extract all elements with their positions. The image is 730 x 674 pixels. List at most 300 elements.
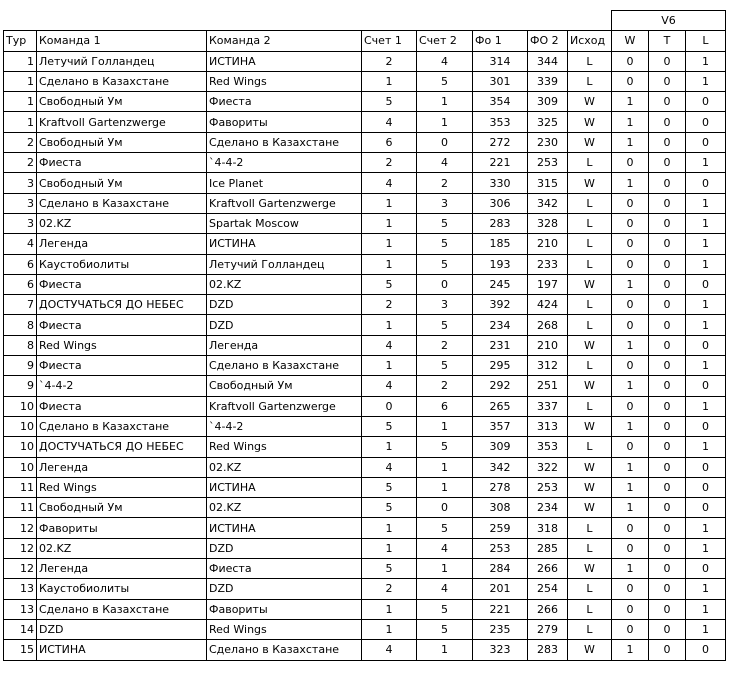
cell-t[interactable]: 0 — [649, 457, 686, 477]
cell-w[interactable]: 1 — [612, 640, 649, 660]
cell-t[interactable]: 0 — [649, 295, 686, 315]
cell-tour[interactable]: 6 — [4, 274, 37, 294]
cell-fo-1[interactable]: 323 — [473, 640, 528, 660]
cell-tour[interactable]: 10 — [4, 437, 37, 457]
cell-tour[interactable]: 9 — [4, 376, 37, 396]
cell-w[interactable]: 1 — [612, 457, 649, 477]
cell-l[interactable]: 0 — [686, 335, 726, 355]
cell-team-2[interactable]: Свободный Ум — [207, 376, 362, 396]
cell-score-1[interactable]: 1 — [362, 234, 417, 254]
cell-score-2[interactable]: 5 — [417, 234, 473, 254]
cell-team-1[interactable]: Легенда — [37, 559, 207, 579]
cell-score-1[interactable]: 2 — [362, 579, 417, 599]
cell-w[interactable]: 0 — [612, 234, 649, 254]
cell-score-1[interactable]: 4 — [362, 640, 417, 660]
cell-t[interactable]: 0 — [649, 234, 686, 254]
cell-team-1[interactable]: Свободный Ум — [37, 92, 207, 112]
cell-fo-1[interactable]: 309 — [473, 437, 528, 457]
cell-outcome[interactable]: L — [568, 579, 612, 599]
cell-tour[interactable]: 12 — [4, 538, 37, 558]
cell-team-2[interactable]: Фиеста — [207, 559, 362, 579]
cell-fo-1[interactable]: 292 — [473, 376, 528, 396]
cell-tour[interactable]: 2 — [4, 132, 37, 152]
cell-t[interactable]: 0 — [649, 315, 686, 335]
cell-tour[interactable]: 13 — [4, 579, 37, 599]
cell-team-1[interactable]: Сделано в Казахстане — [37, 599, 207, 619]
cell-w[interactable]: 0 — [612, 619, 649, 639]
column-header-outcome[interactable]: Исход — [568, 31, 612, 51]
cell-t[interactable]: 0 — [649, 335, 686, 355]
cell-l[interactable]: 1 — [686, 153, 726, 173]
cell-fo-2[interactable]: 268 — [528, 315, 568, 335]
cell-outcome[interactable]: W — [568, 335, 612, 355]
cell-tour[interactable]: 3 — [4, 173, 37, 193]
cell-team-2[interactable]: Red Wings — [207, 437, 362, 457]
cell-team-2[interactable]: Летучий Голландец — [207, 254, 362, 274]
cell-score-2[interactable]: 2 — [417, 173, 473, 193]
cell-team-2[interactable]: Сделано в Казахстане — [207, 132, 362, 152]
column-header-w[interactable]: W — [612, 31, 649, 51]
cell-fo-1[interactable]: 221 — [473, 599, 528, 619]
cell-fo-1[interactable]: 185 — [473, 234, 528, 254]
cell-fo-1[interactable]: 278 — [473, 477, 528, 497]
cell-tour[interactable]: 8 — [4, 315, 37, 335]
cell-team-2[interactable]: DZD — [207, 315, 362, 335]
cell-t[interactable]: 0 — [649, 619, 686, 639]
cell-score-2[interactable]: 1 — [417, 457, 473, 477]
cell-w[interactable]: 0 — [612, 213, 649, 233]
cell-fo-2[interactable]: 233 — [528, 254, 568, 274]
cell-l[interactable]: 1 — [686, 315, 726, 335]
cell-team-1[interactable]: 02.KZ — [37, 213, 207, 233]
cell-fo-2[interactable]: 322 — [528, 457, 568, 477]
cell-fo-2[interactable]: 337 — [528, 396, 568, 416]
cell-team-1[interactable]: Свободный Ум — [37, 173, 207, 193]
cell-team-1[interactable]: Kraftvoll Gartenzwerge — [37, 112, 207, 132]
cell-fo-1[interactable]: 221 — [473, 153, 528, 173]
cell-w[interactable]: 0 — [612, 315, 649, 335]
cell-tour[interactable]: 1 — [4, 51, 37, 71]
cell-score-1[interactable]: 5 — [362, 477, 417, 497]
cell-tour[interactable]: 6 — [4, 254, 37, 274]
cell-l[interactable]: 0 — [686, 640, 726, 660]
cell-team-1[interactable]: Фиеста — [37, 396, 207, 416]
cell-score-2[interactable]: 3 — [417, 193, 473, 213]
cell-score-2[interactable]: 5 — [417, 315, 473, 335]
column-header-fo-2[interactable]: ФО 2 — [528, 31, 568, 51]
cell-w[interactable]: 1 — [612, 173, 649, 193]
cell-t[interactable]: 0 — [649, 213, 686, 233]
cell-t[interactable]: 0 — [649, 71, 686, 91]
cell-tour[interactable]: 10 — [4, 457, 37, 477]
cell-tour[interactable]: 3 — [4, 213, 37, 233]
cell-fo-1[interactable]: 295 — [473, 356, 528, 376]
cell-score-2[interactable]: 0 — [417, 132, 473, 152]
cell-t[interactable]: 0 — [649, 92, 686, 112]
cell-l[interactable]: 0 — [686, 132, 726, 152]
cell-fo-2[interactable]: 309 — [528, 92, 568, 112]
cell-w[interactable]: 0 — [612, 437, 649, 457]
cell-team-2[interactable]: ИСТИНА — [207, 51, 362, 71]
cell-outcome[interactable]: W — [568, 477, 612, 497]
cell-fo-2[interactable]: 254 — [528, 579, 568, 599]
cell-fo-1[interactable]: 272 — [473, 132, 528, 152]
cell-tour[interactable]: 4 — [4, 234, 37, 254]
cell-score-1[interactable]: 5 — [362, 274, 417, 294]
cell-fo-2[interactable]: 312 — [528, 356, 568, 376]
cell-fo-1[interactable]: 235 — [473, 619, 528, 639]
cell-l[interactable]: 1 — [686, 579, 726, 599]
cell-score-1[interactable]: 1 — [362, 599, 417, 619]
cell-score-2[interactable]: 4 — [417, 51, 473, 71]
cell-l[interactable]: 0 — [686, 477, 726, 497]
cell-tour[interactable]: 12 — [4, 518, 37, 538]
cell-score-1[interactable]: 4 — [362, 457, 417, 477]
cell-t[interactable]: 0 — [649, 51, 686, 71]
cell-team-1[interactable]: Фавориты — [37, 518, 207, 538]
column-header-fo-1[interactable]: Фо 1 — [473, 31, 528, 51]
column-header-score-2[interactable]: Счет 2 — [417, 31, 473, 51]
cell-l[interactable]: 1 — [686, 356, 726, 376]
cell-outcome[interactable]: L — [568, 213, 612, 233]
cell-w[interactable]: 0 — [612, 254, 649, 274]
cell-l[interactable]: 1 — [686, 193, 726, 213]
cell-team-2[interactable]: DZD — [207, 295, 362, 315]
cell-team-2[interactable]: Kraftvoll Gartenzwerge — [207, 193, 362, 213]
cell-w[interactable]: 1 — [612, 274, 649, 294]
cell-team-2[interactable]: Фавориты — [207, 112, 362, 132]
cell-fo-2[interactable]: 328 — [528, 213, 568, 233]
cell-fo-2[interactable]: 251 — [528, 376, 568, 396]
cell-fo-1[interactable]: 265 — [473, 396, 528, 416]
column-header-team-1[interactable]: Команда 1 — [37, 31, 207, 51]
cell-outcome[interactable]: L — [568, 315, 612, 335]
cell-fo-1[interactable]: 259 — [473, 518, 528, 538]
cell-score-1[interactable]: 2 — [362, 295, 417, 315]
cell-fo-2[interactable]: 210 — [528, 335, 568, 355]
cell-fo-2[interactable]: 197 — [528, 274, 568, 294]
cell-tour[interactable]: 13 — [4, 599, 37, 619]
cell-l[interactable]: 0 — [686, 112, 726, 132]
cell-team-2[interactable]: 02.KZ — [207, 457, 362, 477]
cell-outcome[interactable]: L — [568, 599, 612, 619]
cell-score-2[interactable]: 1 — [417, 640, 473, 660]
cell-score-1[interactable]: 5 — [362, 559, 417, 579]
column-header-tour[interactable]: Тур — [4, 31, 37, 51]
cell-fo-2[interactable]: 315 — [528, 173, 568, 193]
cell-fo-2[interactable]: 210 — [528, 234, 568, 254]
cell-score-2[interactable]: 0 — [417, 274, 473, 294]
cell-l[interactable]: 0 — [686, 274, 726, 294]
cell-t[interactable]: 0 — [649, 518, 686, 538]
cell-team-1[interactable]: Сделано в Казахстане — [37, 416, 207, 436]
cell-outcome[interactable]: W — [568, 457, 612, 477]
cell-t[interactable]: 0 — [649, 416, 686, 436]
cell-score-1[interactable]: 0 — [362, 396, 417, 416]
cell-w[interactable]: 0 — [612, 396, 649, 416]
cell-team-2[interactable]: 02.KZ — [207, 498, 362, 518]
cell-tour[interactable]: 14 — [4, 619, 37, 639]
cell-w[interactable]: 0 — [612, 295, 649, 315]
cell-outcome[interactable]: L — [568, 295, 612, 315]
cell-l[interactable]: 1 — [686, 234, 726, 254]
cell-w[interactable]: 1 — [612, 335, 649, 355]
cell-w[interactable]: 0 — [612, 599, 649, 619]
cell-fo-2[interactable]: 313 — [528, 416, 568, 436]
cell-team-1[interactable]: Фиеста — [37, 274, 207, 294]
cell-l[interactable]: 1 — [686, 254, 726, 274]
cell-team-2[interactable]: `4-4-2 — [207, 153, 362, 173]
cell-w[interactable]: 1 — [612, 498, 649, 518]
cell-team-1[interactable]: Свободный Ум — [37, 498, 207, 518]
cell-fo-2[interactable]: 234 — [528, 498, 568, 518]
column-header-team-2[interactable]: Команда 2 — [207, 31, 362, 51]
cell-outcome[interactable]: L — [568, 254, 612, 274]
cell-outcome[interactable]: L — [568, 396, 612, 416]
cell-t[interactable]: 0 — [649, 477, 686, 497]
cell-score-2[interactable]: 5 — [417, 437, 473, 457]
cell-tour[interactable]: 3 — [4, 193, 37, 213]
cell-w[interactable]: 0 — [612, 518, 649, 538]
cell-tour[interactable]: 15 — [4, 640, 37, 660]
cell-outcome[interactable]: W — [568, 92, 612, 112]
cell-fo-1[interactable]: 245 — [473, 274, 528, 294]
cell-score-2[interactable]: 5 — [417, 213, 473, 233]
cell-outcome[interactable]: W — [568, 132, 612, 152]
cell-t[interactable]: 0 — [649, 356, 686, 376]
cell-w[interactable]: 0 — [612, 538, 649, 558]
cell-w[interactable]: 1 — [612, 477, 649, 497]
cell-score-1[interactable]: 1 — [362, 518, 417, 538]
cell-score-1[interactable]: 1 — [362, 437, 417, 457]
cell-t[interactable]: 0 — [649, 274, 686, 294]
cell-fo-2[interactable]: 230 — [528, 132, 568, 152]
cell-fo-2[interactable]: 325 — [528, 112, 568, 132]
cell-fo-1[interactable]: 253 — [473, 538, 528, 558]
cell-score-2[interactable]: 5 — [417, 599, 473, 619]
cell-team-2[interactable]: Фавориты — [207, 599, 362, 619]
cell-t[interactable]: 0 — [649, 396, 686, 416]
column-header-l[interactable]: L — [686, 31, 726, 51]
column-header-score-1[interactable]: Счет 1 — [362, 31, 417, 51]
cell-team-1[interactable]: Фиеста — [37, 153, 207, 173]
cell-fo-1[interactable]: 330 — [473, 173, 528, 193]
cell-tour[interactable]: 11 — [4, 477, 37, 497]
cell-fo-2[interactable]: 342 — [528, 193, 568, 213]
cell-w[interactable]: 0 — [612, 51, 649, 71]
cell-l[interactable]: 1 — [686, 437, 726, 457]
cell-l[interactable]: 1 — [686, 518, 726, 538]
cell-tour[interactable]: 1 — [4, 71, 37, 91]
cell-t[interactable]: 0 — [649, 193, 686, 213]
cell-outcome[interactable]: L — [568, 193, 612, 213]
cell-team-1[interactable]: Легенда — [37, 234, 207, 254]
cell-fo-1[interactable]: 301 — [473, 71, 528, 91]
cell-t[interactable]: 0 — [649, 498, 686, 518]
cell-score-2[interactable]: 0 — [417, 498, 473, 518]
cell-team-1[interactable]: DZD — [37, 619, 207, 639]
cell-fo-2[interactable]: 253 — [528, 477, 568, 497]
cell-team-1[interactable]: Фиеста — [37, 356, 207, 376]
cell-l[interactable]: 1 — [686, 295, 726, 315]
cell-score-1[interactable]: 5 — [362, 416, 417, 436]
cell-score-1[interactable]: 5 — [362, 498, 417, 518]
cell-l[interactable]: 0 — [686, 92, 726, 112]
cell-w[interactable]: 0 — [612, 153, 649, 173]
cell-team-1[interactable]: `4-4-2 — [37, 376, 207, 396]
cell-outcome[interactable]: W — [568, 274, 612, 294]
cell-outcome[interactable]: L — [568, 619, 612, 639]
cell-score-2[interactable]: 1 — [417, 112, 473, 132]
cell-w[interactable]: 1 — [612, 376, 649, 396]
cell-l[interactable]: 0 — [686, 416, 726, 436]
cell-score-2[interactable]: 1 — [417, 416, 473, 436]
cell-score-1[interactable]: 2 — [362, 153, 417, 173]
cell-outcome[interactable]: W — [568, 640, 612, 660]
cell-team-1[interactable]: Каустобиолиты — [37, 254, 207, 274]
cell-score-1[interactable]: 1 — [362, 315, 417, 335]
cell-team-2[interactable]: Red Wings — [207, 619, 362, 639]
cell-team-2[interactable]: Сделано в Казахстане — [207, 356, 362, 376]
cell-t[interactable]: 0 — [649, 599, 686, 619]
cell-tour[interactable]: 11 — [4, 498, 37, 518]
cell-l[interactable]: 1 — [686, 213, 726, 233]
cell-team-1[interactable]: Летучий Голландец — [37, 51, 207, 71]
column-header-t[interactable]: T — [649, 31, 686, 51]
cell-fo-1[interactable]: 231 — [473, 335, 528, 355]
cell-score-2[interactable]: 5 — [417, 356, 473, 376]
cell-team-2[interactable]: DZD — [207, 579, 362, 599]
cell-fo-2[interactable]: 353 — [528, 437, 568, 457]
cell-team-2[interactable]: DZD — [207, 538, 362, 558]
cell-outcome[interactable]: L — [568, 234, 612, 254]
cell-team-1[interactable]: ИСТИНА — [37, 640, 207, 660]
cell-score-1[interactable]: 4 — [362, 173, 417, 193]
cell-l[interactable]: 0 — [686, 498, 726, 518]
cell-fo-2[interactable]: 279 — [528, 619, 568, 639]
cell-tour[interactable]: 10 — [4, 396, 37, 416]
cell-score-1[interactable]: 4 — [362, 112, 417, 132]
cell-fo-2[interactable]: 424 — [528, 295, 568, 315]
cell-tour[interactable]: 2 — [4, 153, 37, 173]
cell-score-2[interactable]: 2 — [417, 376, 473, 396]
cell-team-2[interactable]: Kraftvoll Gartenzwerge — [207, 396, 362, 416]
cell-fo-2[interactable]: 285 — [528, 538, 568, 558]
cell-w[interactable]: 1 — [612, 416, 649, 436]
cell-team-2[interactable]: Spartak Moscow — [207, 213, 362, 233]
cell-team-1[interactable]: Легенда — [37, 457, 207, 477]
cell-outcome[interactable]: W — [568, 416, 612, 436]
cell-team-2[interactable]: Red Wings — [207, 71, 362, 91]
cell-fo-2[interactable]: 283 — [528, 640, 568, 660]
cell-fo-1[interactable]: 392 — [473, 295, 528, 315]
cell-l[interactable]: 1 — [686, 71, 726, 91]
cell-team-2[interactable]: Ice Planet — [207, 173, 362, 193]
cell-t[interactable]: 0 — [649, 254, 686, 274]
cell-tour[interactable]: 8 — [4, 335, 37, 355]
cell-l[interactable]: 0 — [686, 173, 726, 193]
cell-team-1[interactable]: Сделано в Казахстане — [37, 71, 207, 91]
cell-score-2[interactable]: 5 — [417, 619, 473, 639]
cell-fo-1[interactable]: 234 — [473, 315, 528, 335]
cell-w[interactable]: 0 — [612, 71, 649, 91]
cell-w[interactable]: 1 — [612, 132, 649, 152]
cell-fo-1[interactable]: 283 — [473, 213, 528, 233]
cell-team-1[interactable]: ДОСТУЧАТЬСЯ ДО НЕБЕС — [37, 295, 207, 315]
cell-t[interactable]: 0 — [649, 579, 686, 599]
cell-score-1[interactable]: 4 — [362, 376, 417, 396]
group-header-v6[interactable]: V6 — [612, 11, 726, 31]
cell-l[interactable]: 1 — [686, 51, 726, 71]
cell-team-2[interactable]: ИСТИНА — [207, 518, 362, 538]
cell-team-2[interactable]: Фиеста — [207, 92, 362, 112]
cell-fo-1[interactable]: 306 — [473, 193, 528, 213]
cell-l[interactable]: 1 — [686, 396, 726, 416]
cell-l[interactable]: 0 — [686, 457, 726, 477]
cell-score-1[interactable]: 1 — [362, 71, 417, 91]
cell-score-2[interactable]: 1 — [417, 477, 473, 497]
cell-team-1[interactable]: Red Wings — [37, 335, 207, 355]
cell-team-2[interactable]: ИСТИНА — [207, 234, 362, 254]
cell-team-1[interactable]: Red Wings — [37, 477, 207, 497]
cell-team-1[interactable]: Свободный Ум — [37, 132, 207, 152]
cell-score-2[interactable]: 4 — [417, 579, 473, 599]
cell-score-1[interactable]: 1 — [362, 213, 417, 233]
cell-team-2[interactable]: Сделано в Казахстане — [207, 640, 362, 660]
cell-score-2[interactable]: 4 — [417, 153, 473, 173]
cell-team-2[interactable]: Легенда — [207, 335, 362, 355]
cell-t[interactable]: 0 — [649, 559, 686, 579]
cell-t[interactable]: 0 — [649, 132, 686, 152]
cell-outcome[interactable]: W — [568, 112, 612, 132]
cell-tour[interactable]: 12 — [4, 559, 37, 579]
cell-outcome[interactable]: L — [568, 437, 612, 457]
cell-fo-2[interactable]: 253 — [528, 153, 568, 173]
cell-t[interactable]: 0 — [649, 640, 686, 660]
cell-score-1[interactable]: 6 — [362, 132, 417, 152]
cell-score-1[interactable]: 1 — [362, 619, 417, 639]
cell-outcome[interactable]: W — [568, 559, 612, 579]
cell-score-1[interactable]: 1 — [362, 254, 417, 274]
cell-fo-1[interactable]: 284 — [473, 559, 528, 579]
cell-w[interactable]: 1 — [612, 92, 649, 112]
cell-outcome[interactable]: L — [568, 71, 612, 91]
cell-tour[interactable]: 10 — [4, 416, 37, 436]
cell-t[interactable]: 0 — [649, 112, 686, 132]
cell-score-2[interactable]: 5 — [417, 254, 473, 274]
cell-fo-1[interactable]: 357 — [473, 416, 528, 436]
cell-score-1[interactable]: 2 — [362, 51, 417, 71]
cell-fo-2[interactable]: 266 — [528, 599, 568, 619]
cell-w[interactable]: 0 — [612, 356, 649, 376]
cell-fo-2[interactable]: 266 — [528, 559, 568, 579]
cell-l[interactable]: 0 — [686, 559, 726, 579]
cell-tour[interactable]: 1 — [4, 112, 37, 132]
cell-team-1[interactable]: Сделано в Казахстане — [37, 193, 207, 213]
cell-fo-1[interactable]: 342 — [473, 457, 528, 477]
cell-w[interactable]: 1 — [612, 112, 649, 132]
cell-score-1[interactable]: 1 — [362, 356, 417, 376]
cell-outcome[interactable]: L — [568, 518, 612, 538]
cell-fo-1[interactable]: 201 — [473, 579, 528, 599]
cell-fo-1[interactable]: 314 — [473, 51, 528, 71]
cell-team-2[interactable]: ИСТИНА — [207, 477, 362, 497]
cell-score-2[interactable]: 5 — [417, 71, 473, 91]
cell-team-1[interactable]: ДОСТУЧАТЬСЯ ДО НЕБЕС — [37, 437, 207, 457]
cell-w[interactable]: 0 — [612, 579, 649, 599]
cell-l[interactable]: 1 — [686, 599, 726, 619]
cell-score-2[interactable]: 1 — [417, 559, 473, 579]
